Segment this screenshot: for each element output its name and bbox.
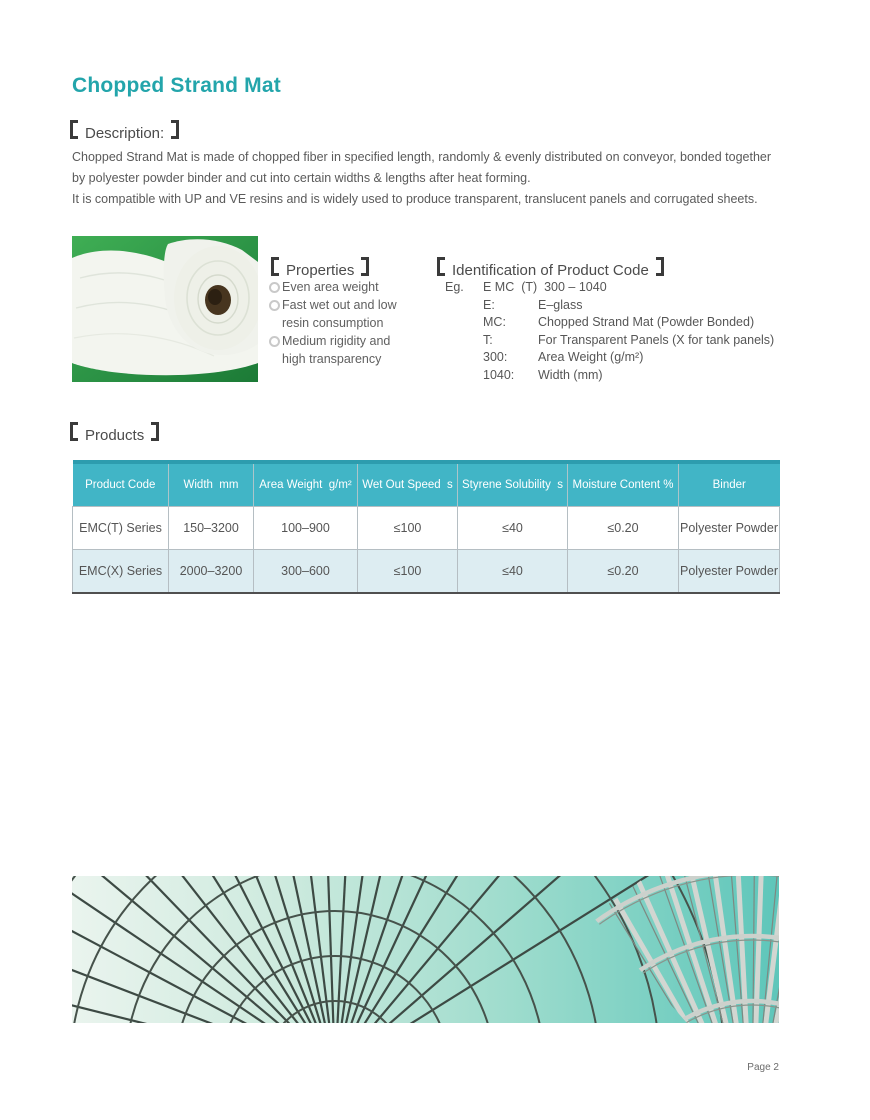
table-header-cell: Width mm bbox=[169, 462, 254, 507]
properties-heading-label: Properties bbox=[286, 262, 355, 279]
example-code: E MC (T) 300 – 1040 bbox=[483, 280, 607, 294]
property-item: Even area weight bbox=[269, 278, 439, 296]
table-cell: EMC(X) Series bbox=[73, 550, 169, 594]
bullet-icon bbox=[269, 300, 280, 311]
table-header-cell: Binder bbox=[679, 462, 780, 507]
bracket-left-icon bbox=[271, 257, 279, 276]
eg-label: Eg. bbox=[445, 280, 464, 294]
code-example-row bbox=[445, 279, 774, 297]
page-title: Chopped Strand Mat bbox=[72, 74, 281, 97]
bracket-right-icon bbox=[171, 120, 179, 139]
table-header-cell: Moisture Content % bbox=[568, 462, 679, 507]
bracket-left-icon bbox=[70, 120, 78, 139]
code-key: 1040: bbox=[483, 367, 515, 382]
bracket-right-icon bbox=[361, 257, 369, 276]
description-line: by polyester powder binder and cut into certain widths & lengths after heat forming. bbox=[72, 171, 531, 185]
identification-heading bbox=[437, 257, 664, 279]
code-row bbox=[445, 297, 774, 315]
table-cell: EMC(T) Series bbox=[73, 507, 169, 550]
table-header-cell: Product Code bbox=[73, 462, 169, 507]
description-text bbox=[72, 147, 771, 210]
table-cell: 2000–3200 bbox=[169, 550, 254, 594]
code-key: MC: bbox=[483, 315, 506, 330]
bullet-icon bbox=[269, 336, 280, 347]
code-meaning: Area Weight (g/m²) bbox=[538, 350, 644, 365]
code-meaning: Width (mm) bbox=[538, 367, 603, 382]
properties-list bbox=[269, 278, 439, 368]
property-item-continuation: resin consumption bbox=[282, 316, 384, 330]
code-row bbox=[445, 314, 774, 332]
identification-heading-label: Identification of Product Code bbox=[452, 262, 649, 279]
bracket-left-icon bbox=[437, 257, 445, 276]
code-meaning: Chopped Strand Mat (Powder Bonded) bbox=[538, 315, 755, 330]
description-line: It is compatible with UP and VE resins and is widely used to produce transparent, translucent panels and corrugated sheets. bbox=[72, 192, 758, 206]
description-heading bbox=[70, 120, 179, 142]
code-meaning: For Transparent Panels (X for tank panels) bbox=[538, 332, 775, 347]
table-cell: Polyester Powder bbox=[679, 550, 780, 594]
table-header-cell: Styrene Solubility s bbox=[458, 462, 568, 507]
table-header-cell: Area Weight g/m² bbox=[254, 462, 358, 507]
description-line: Chopped Strand Mat is made of chopped fiber in specified length, randomly & evenly distributed on conveyor, bonded together bbox=[72, 150, 772, 164]
page-number: Page 2 bbox=[747, 1062, 779, 1073]
bracket-right-icon bbox=[656, 257, 664, 276]
code-row bbox=[445, 367, 774, 385]
code-row bbox=[445, 349, 774, 367]
identification-block bbox=[445, 279, 774, 385]
table-row bbox=[73, 550, 780, 594]
table-header-row bbox=[73, 462, 780, 507]
products-heading-label: Products bbox=[85, 427, 145, 444]
table-cell: 300–600 bbox=[254, 550, 358, 594]
table-header-cell: Wet Out Speed s bbox=[358, 462, 458, 507]
code-meaning: E–glass bbox=[538, 297, 583, 312]
table-cell: ≤40 bbox=[458, 550, 568, 594]
table-row bbox=[73, 507, 780, 550]
table-cell: ≤40 bbox=[458, 507, 568, 550]
product-photo bbox=[72, 236, 258, 382]
table-cell: 150–3200 bbox=[169, 507, 254, 550]
code-row bbox=[445, 332, 774, 350]
code-key: E: bbox=[483, 297, 495, 312]
property-item-continuation: high transparency bbox=[282, 352, 382, 366]
table-cell: ≤100 bbox=[358, 507, 458, 550]
code-key: T: bbox=[483, 332, 493, 347]
properties-heading bbox=[271, 257, 369, 279]
table-cell: ≤100 bbox=[358, 550, 458, 594]
property-item: Fast wet out and low bbox=[269, 296, 439, 314]
products-table bbox=[72, 460, 780, 594]
description-heading-label: Description: bbox=[85, 125, 165, 142]
table-cell: Polyester Powder bbox=[679, 507, 780, 550]
code-key: 300: bbox=[483, 350, 508, 365]
bracket-left-icon bbox=[70, 422, 78, 441]
bracket-right-icon bbox=[151, 422, 159, 441]
products-heading bbox=[70, 422, 159, 444]
table-cell: ≤0.20 bbox=[568, 507, 679, 550]
footer-photo bbox=[72, 876, 779, 1023]
table-cell: ≤0.20 bbox=[568, 550, 679, 594]
table-cell: 100–900 bbox=[254, 507, 358, 550]
property-item: Medium rigidity and bbox=[269, 332, 439, 350]
bullet-icon bbox=[269, 282, 280, 293]
